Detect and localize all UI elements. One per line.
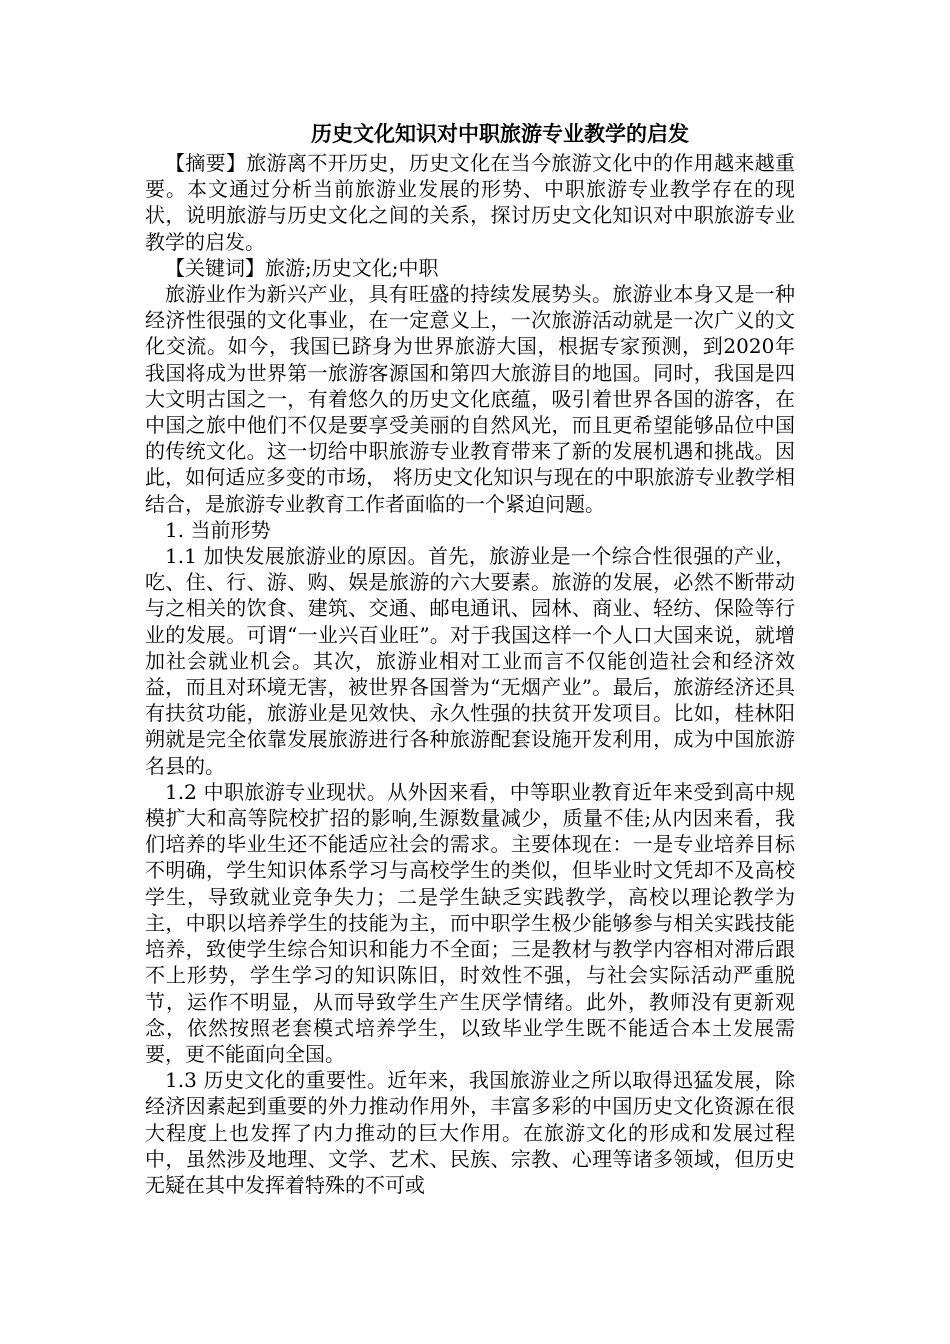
- keywords-paragraph: 【关键词】旅游;历史文化;中职: [165, 255, 439, 280]
- section-1-2-paragraph: 1.2 中职旅游专业现状。从外因来看，中等职业教育近年来受到高中规模扩大和高等院校扩招的影响,生源数量减少，质量不佳;从内因来看，我们培养的毕业生还不能适应社会的需求。主要体现在：一是专业培养目标不明确，学生知识体系学习与高校学生的类似，但毕业时文凭却不及高校学生，导致就业竞争失力；二是学生缺乏实践教学，高校以理论教学为主，中职以培养学生的技能为主，而中职学生极少能够参与相关实践技能培养，致使学生综合知识和能力不全面；三是教材与教学内容相对滞后跟不上形势，学生学习的知识陈旧，时效性不强，与社会实际活动严重脱节，运作不明显，从而导致学生产生厌学情绪。此外，教师没有更新观念，依然按照老套模式培养学生，以致毕业学生既不能适合本土发展需要，更不能面向全国。: [145, 779, 795, 1066]
- document-body: [145, 118, 795, 1198]
- abstract-paragraph: 【摘要】旅游离不开历史，历史文化在当今旅游文化中的作用越来越重要。本文通过分析当前旅游业发展的形势、中职旅游专业教学存在的现状，说明旅游与历史文化之间的关系，探讨历史文化知识对中职旅游专业教学的启发。: [145, 151, 795, 254]
- section-1-1-paragraph: 1.1 加快发展旅游业的原因。首先，旅游业是一个综合性很强的产业，吃、住、行、游、购、娱是旅游的六大要素。旅游的发展，必然不断带动与之相关的饮食、建筑、交通、邮电通讯、园林、商业、轻纺、保险等行业的发展。可谓“一业兴百业旺”。对于我国这样一个人口大国来说，就增加社会就业机会。其次，旅游业相对工业而言不仅能创造社会和经济效益，而且对环境无害，被世界各国誉为“无烟产业”。最后，旅游经济还具有扶贫功能，旅游业是见效快、永久性强的扶贫开发项目。比如，桂林阳朔就是完全依靠发展旅游进行各种旅游配套设施开发利用，成为中国旅游名县的。: [145, 544, 795, 778]
- document-title: 历史文化知识对中职旅游专业教学的启发: [311, 121, 689, 146]
- section-heading-current-situation: 1. 当前形势: [165, 517, 271, 542]
- section-1-3-paragraph: 1.3 历史文化的重要性。近年来，我国旅游业之所以取得迅猛发展，除经济因素起到重要的外力推动作用外，丰富多彩的中国历史文化资源在很大程度上也发挥了内力推动的巨大作用。在旅游文化的形成和发展过程中，虽然涉及地理、文学、艺术、民族、宗教、心理等诸多领域，但历史无疑在其中发挥着特殊的不可或: [145, 1068, 795, 1197]
- intro-paragraph: 旅游业作为新兴产业，具有旺盛的持续发展势头。旅游业本身又是一种经济性很强的文化事业，在一定意义上，一次旅游活动就是一次广义的文化交流。如今，我国已跻身为世界旅游大国，根据专家预测，到2020年我国将成为世界第一旅游客源国和第四大旅游目的地国。同时，我国是四大文明古国之一，有着悠久的历史文化底蕴，吸引着世界各国的游客，在中国之旅中他们不仅是要享受美丽的自然风光，而且更希望能够品位中国的传统文化。这一切给中职旅游专业教育带来了新的发展机遇和挑战。因此，如何适应多变的市场， 将历史文化知识与现在的中职旅游专业教学相结合，是旅游专业教育工作者面临的一个紧迫问题。: [145, 282, 795, 516]
